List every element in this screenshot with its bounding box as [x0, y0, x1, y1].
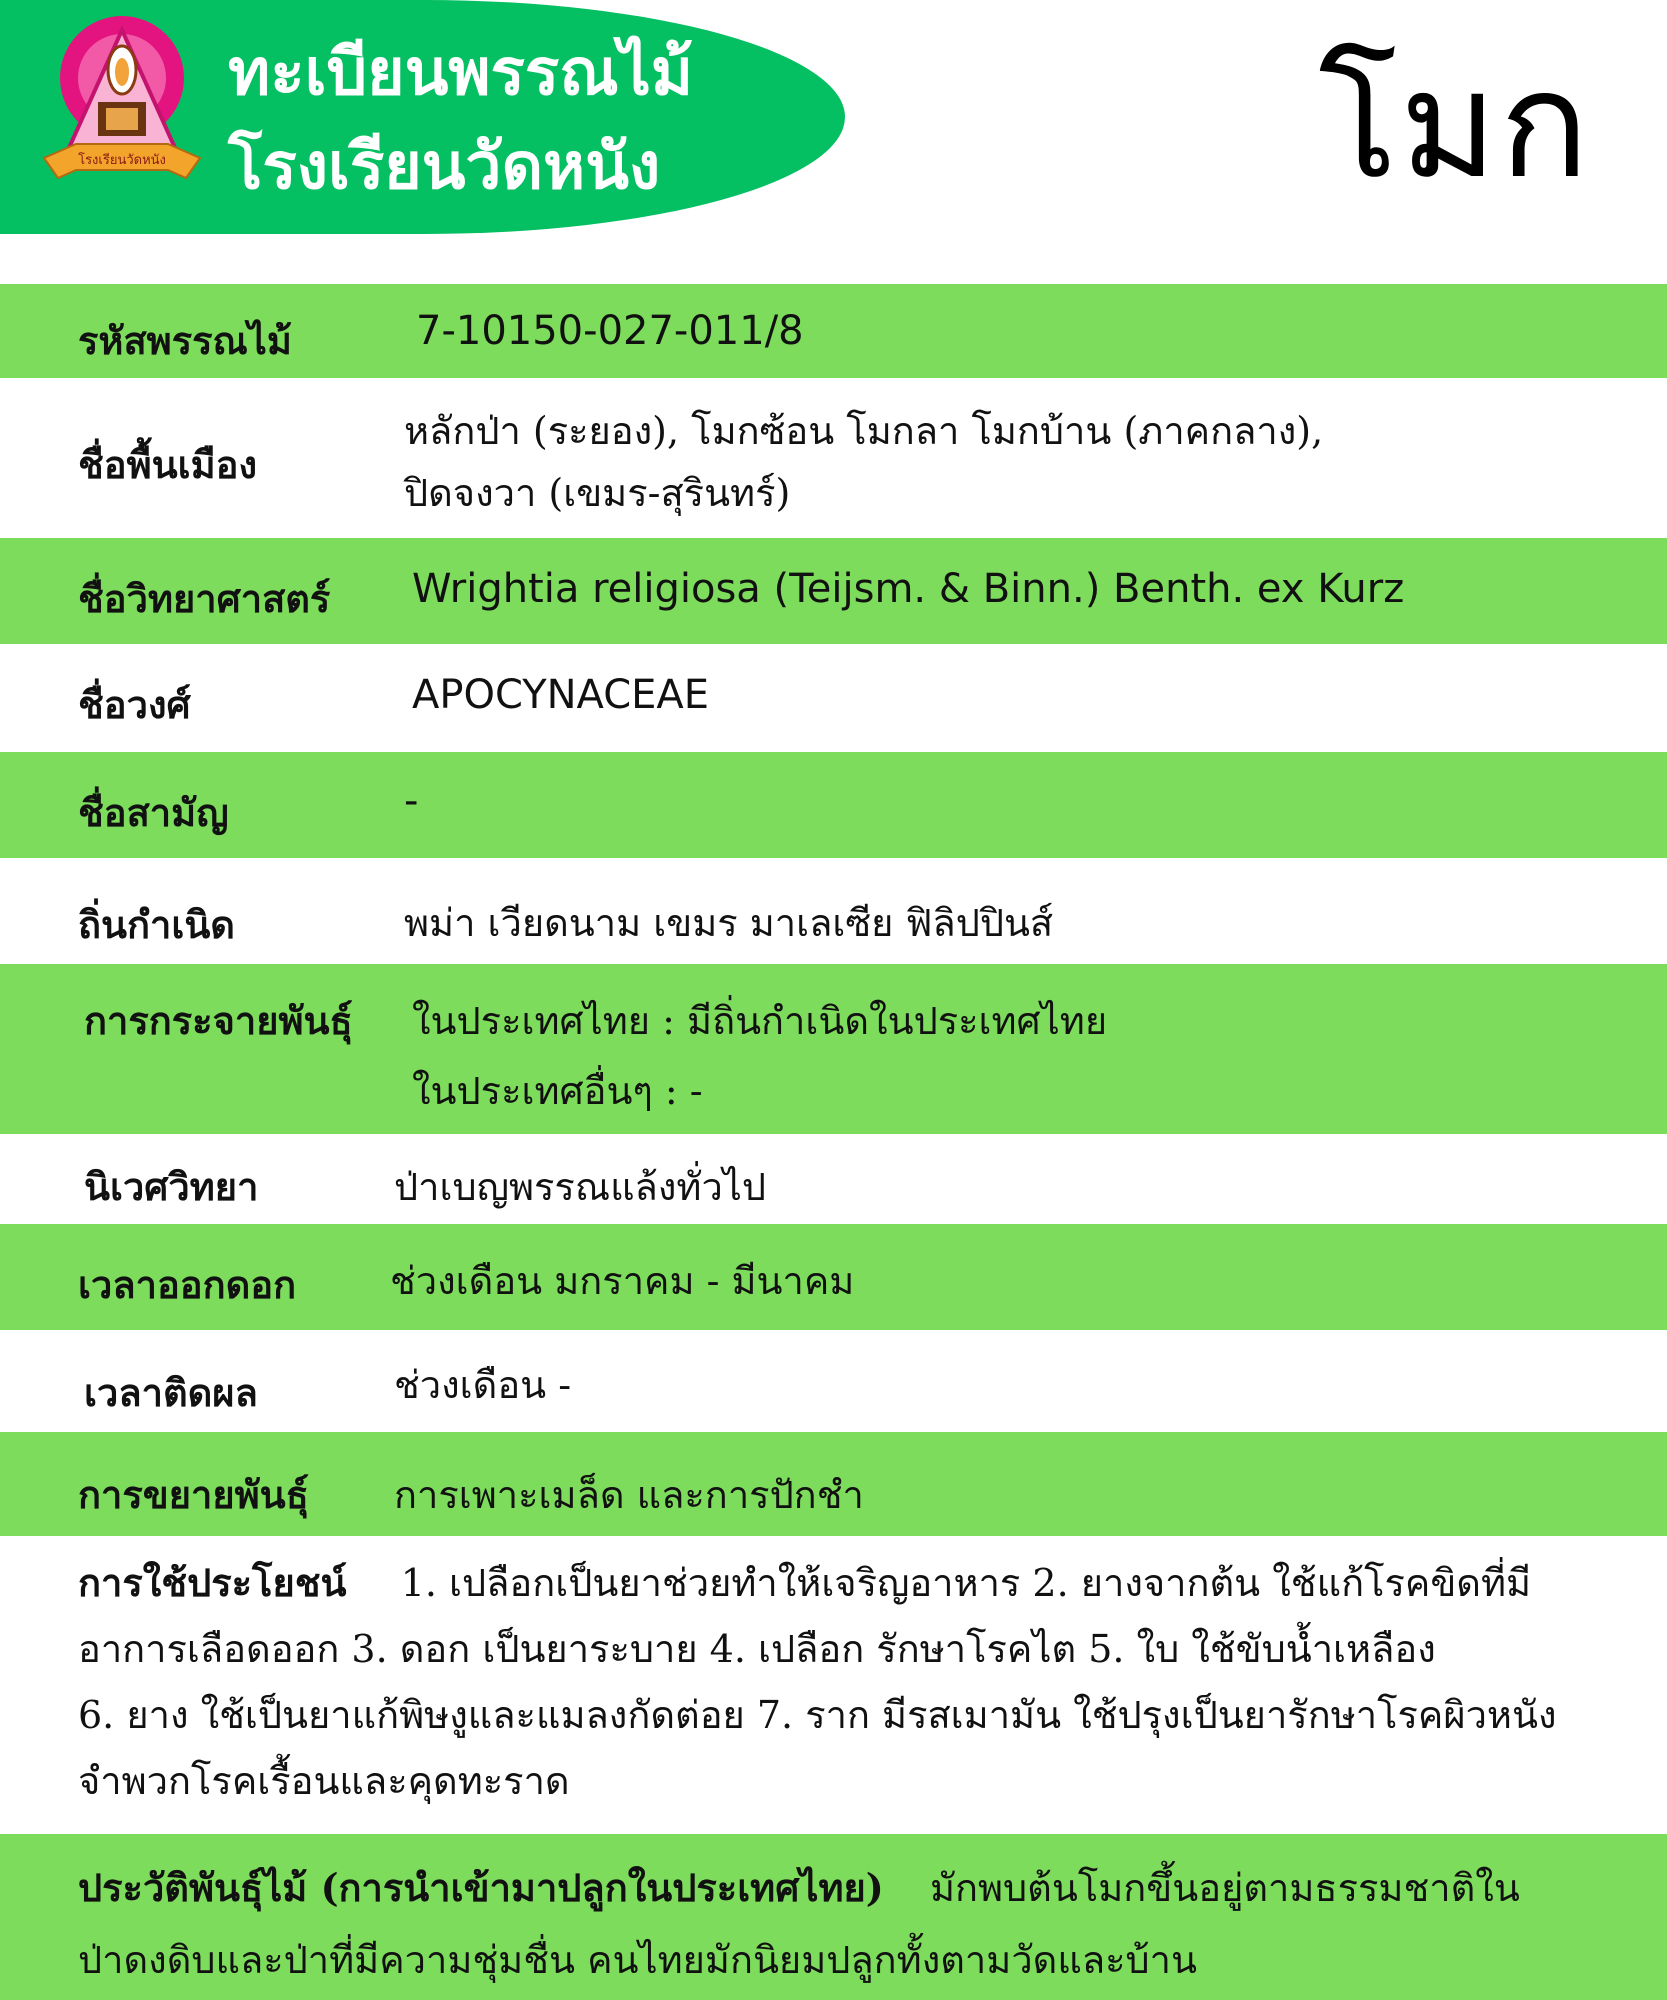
row-label: ถิ่นกำเนิด [78, 902, 235, 947]
school-logo [36, 8, 208, 208]
plant-name: โมก [1318, 39, 1591, 211]
row-value: 7-10150-027-011/8 [416, 308, 804, 354]
row-common-name [0, 752, 1667, 858]
history-label: ประวัติพันธุ์ไม้ (การนำเข้ามาปลูกในประเทศไทย) [78, 1865, 884, 1910]
uses-line4: จำพวกโรคเรื้อนและคุดทะราด [78, 1759, 570, 1803]
school-title-line1: ทะเบียนพรรณไม้ [228, 36, 693, 110]
uses-line3: 6. ยาง ใช้เป็นยาแก้พิษงูและแมลงกัดต่อย 7. ราก มีรสเมามัน ใช้ปรุงเป็นยารักษาโรคผิวหนัง [78, 1693, 1557, 1737]
uses-line2: อาการเลือดออก 3. ดอก เป็นยาระบาย 4. เปลือก รักษาโรคไต 5. ใบ ใช้ขับน้ำเหลือง [78, 1627, 1436, 1671]
history-section [0, 1834, 1667, 2000]
history-line2: ป่าดงดิบและป่าที่มีความชุ่มชื่น คนไทยมักนิยมปลูกทั้งตามวัดและบ้าน [78, 1938, 1197, 1982]
row-label: เวลาออกดอก [78, 1262, 297, 1307]
row-value: พม่า เวียดนาม เขมร มาเลเซีย ฟิลิปปินส์ [404, 901, 1054, 945]
row-value-line2: ในประเทศอื่นๆ : - [412, 1069, 703, 1113]
row-label: ชื่อพื้นเมือง [78, 442, 258, 487]
row-flowering-time [0, 1224, 1667, 1330]
logo-ribbon-text: โรงเรียนวัดหนัง [78, 153, 166, 168]
row-value: ช่วงเดือน มกราคม - มีนาคม [390, 1259, 855, 1303]
row-value-line1: ในประเทศไทย : มีถิ่นกำเนิดในประเทศไทย [412, 999, 1108, 1043]
row-value-line2: ปิดจงวา (เขมร-สุรินทร์) [404, 471, 791, 515]
row-value-line1: หลักป่า (ระยอง), โมกซ้อน โมกลา โมกบ้าน (ภาคกลาง), [404, 409, 1324, 453]
row-value: Wrightia religiosa (Teijsm. & Binn.) Benth. ex Kurz [412, 566, 1405, 612]
uses-section [78, 1550, 1618, 1814]
row-value: ช่วงเดือน - [394, 1363, 572, 1407]
row-value: APOCYNACEAE [412, 672, 710, 718]
row-ecology [0, 1134, 1667, 1224]
row-value: การเพาะเมล็ด และการปักชำ [394, 1473, 864, 1517]
row-value: ป่าเบญพรรณแล้งทั่วไป [394, 1165, 767, 1209]
row-label: เวลาติดผล [84, 1370, 258, 1415]
row-scientific-name [0, 538, 1667, 644]
row-label: การขยายพันธุ์ [78, 1472, 309, 1517]
row-family [0, 644, 1667, 752]
uses-line1: 1. เปลือกเป็นยาช่วยทำให้เจริญอาหาร 2. ยางจากต้น ใช้แก้โรคขิดที่มี [400, 1561, 1532, 1605]
row-distribution [0, 964, 1667, 1134]
school-title-line2: โรงเรียนวัดหนัง [228, 130, 661, 204]
row-origin [0, 858, 1667, 964]
row-label: การกระจายพันธุ์ [84, 998, 353, 1043]
uses-label: การใช้ประโยชน์ [78, 1560, 347, 1605]
row-local-name [0, 378, 1667, 538]
school-title [228, 26, 693, 214]
row-plant-code [0, 284, 1667, 378]
row-label: ชื่อสามัญ [78, 790, 229, 835]
row-label: นิเวศวิทยา [84, 1164, 259, 1209]
row-propagation [0, 1432, 1667, 1536]
row-label: รหัสพรรณไม้ [78, 318, 292, 363]
row-label: ชื่อวิทยาศาสตร์ [78, 576, 331, 621]
history-line1: มักพบต้นโมกขึ้นอยู่ตามธรรมชาติใน [929, 1866, 1520, 1910]
row-label: ชื่อวงศ์ [78, 682, 191, 727]
row-fruiting-time [0, 1330, 1667, 1432]
row-value: - [404, 778, 419, 824]
